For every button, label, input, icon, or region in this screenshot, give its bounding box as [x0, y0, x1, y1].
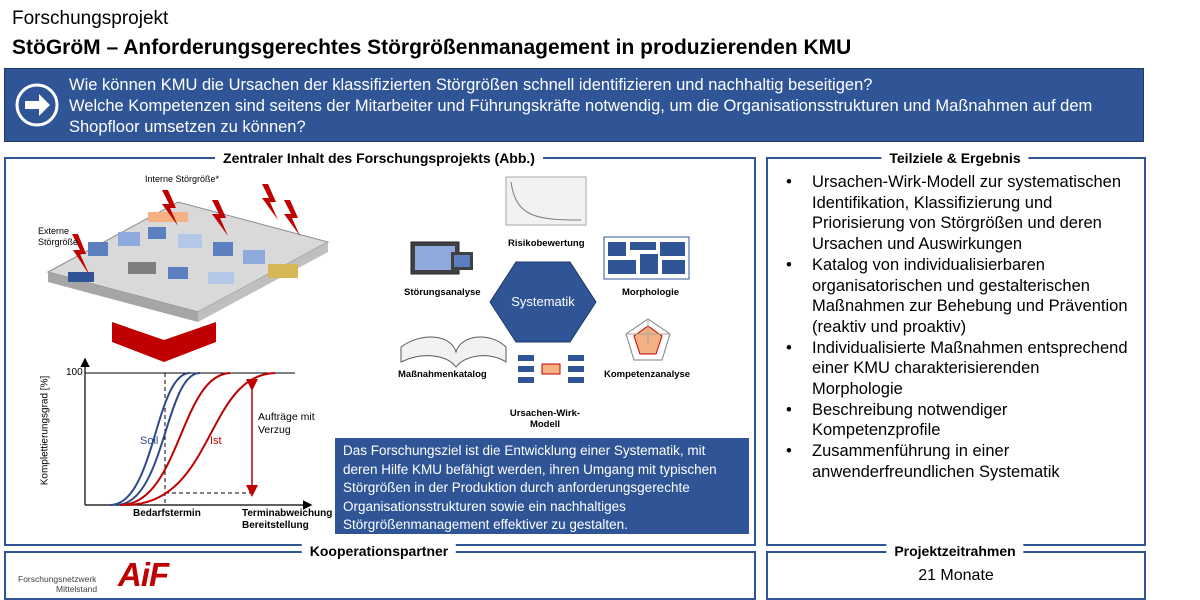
main-panel-heading: Zentraler Inhalt des Forschungsprojekts (Abb.): [215, 150, 543, 166]
x-label-demand-date: Bedarfstermin: [133, 508, 201, 519]
systematik-center-label: Systematik: [511, 294, 575, 309]
catalog-book-image: [401, 337, 506, 367]
logo-mark: AiF: [118, 556, 169, 593]
goal-item: • Ursachen-Wirk-Modell zur systematischen Identifikation, Klassifizierung und Priorisierung von Störgrößen und deren Ursachen und Auswirkungen: [784, 172, 1134, 255]
node-morphology: Morphologie: [622, 287, 679, 298]
goals-panel-heading: Teilziele & Ergebnis: [881, 150, 1028, 166]
duration-panel-heading: Projektzeitrahmen: [886, 543, 1023, 559]
question-2: Welche Kompetenzen sind seitens der Mitarbeiter und Führungskräfte notwendig, um die Organisationsstrukturen und Maßnahmen auf dem Shopfloor umsetzen zu können?: [69, 97, 1093, 136]
partners-panel-heading: Kooperationspartner: [302, 543, 456, 559]
node-cause-effect-model: Ursachen-Wirk-Modell: [509, 408, 581, 430]
goals-list: [784, 172, 1134, 483]
node-measures-catalog: Maßnahmenkatalog: [398, 369, 487, 380]
goal-item: • Zusammenführung in einer anwenderfreundlichen Systematik: [784, 441, 1134, 482]
duration-value: 21 Monate: [918, 567, 994, 584]
question-1: Wie können KMU die Ursachen der klassifizierten Störgrößen schnell identifizieren und nachhaltig beseitigen?: [69, 76, 873, 94]
lightning-bolt-internal-icon: [262, 184, 278, 220]
internal-disturbance-label: Interne Störgröße*: [145, 174, 220, 184]
graph-y-label: Komplettierungsgrad [%]: [39, 375, 51, 486]
page-title: StöGröM – Anforderungsgerechtes Störgrößenmanagement in produzierenden KMU: [12, 36, 852, 59]
goal-item: • Katalog von individualisierbaren organisatorischen und gestalterischen Maßnahmen zur Behebung und Prävention (reaktiv und proaktiv): [784, 255, 1134, 338]
goal-item: • Beschreibung notwendiger Kompetenzprofile: [784, 400, 1134, 441]
logo-text-line-1: Forschungsnetzwerk: [18, 574, 97, 584]
external-disturbance-label: Externe Störgröße: [38, 226, 79, 247]
project-kicker: Forschungsprojekt: [12, 8, 169, 29]
delay-annotation: Aufträge mit Verzug: [258, 411, 315, 436]
research-goal-box: Das Forschungsziel ist die Entwicklung einer Systematik, mit deren Hilfe KMU befähigt werden, ihren Umgang mit typischen Störgrößen in der Produktion durch anforderungsgerechte Organisationsstrukturen sowie ein nachhaltiges Störgrößenmanagement effektiver zu gestalten.: [335, 438, 749, 534]
completion-graph: [30, 355, 333, 535]
question-text: [69, 75, 1135, 138]
arrow-right-icon: [15, 83, 59, 127]
question-box: [4, 68, 1144, 142]
soll-label: Soll: [140, 435, 159, 447]
x-label-deviation: Terminabweichung Bereitstellung: [242, 508, 333, 531]
aif-logo: [14, 556, 214, 596]
logo-text-line-2: Mittelstand: [56, 584, 98, 594]
goal-item: • Individualisierte Maßnahmen entsprechend einer KMU charakterisierenden Morphologie: [784, 338, 1134, 400]
node-disturbance-analysis: Störungsanalyse: [404, 287, 481, 298]
graph-y-tick: 100: [66, 367, 83, 378]
node-risk-assessment: Risikobewertung: [508, 238, 585, 249]
node-competence-analysis: Kompetenzanalyse: [604, 369, 691, 380]
ist-label: Ist: [210, 435, 222, 447]
